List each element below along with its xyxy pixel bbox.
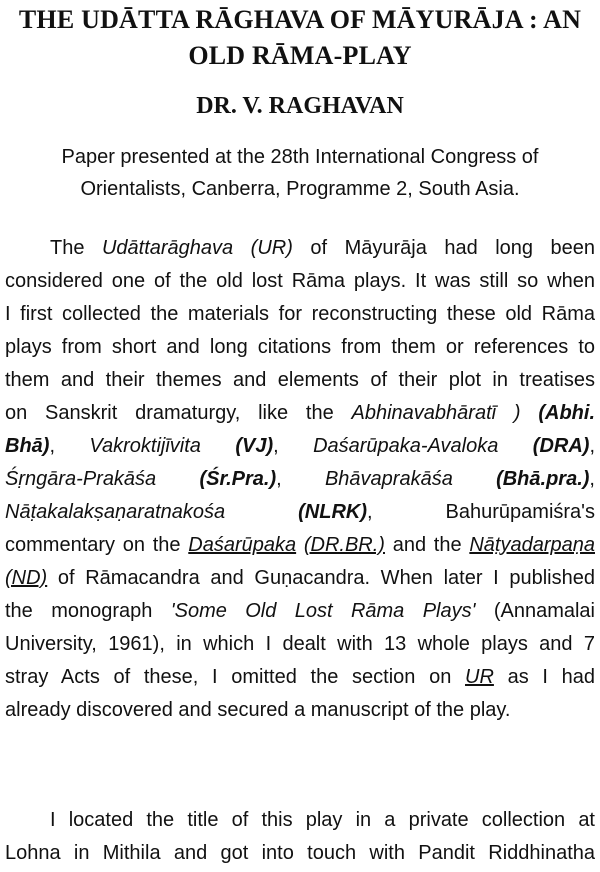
abbreviation: (DRA) (532, 435, 590, 457)
paper-title-line-1: THE UDĀTTA RĀGHAVA OF MĀYURĀJA : AN (18, 5, 582, 34)
abbreviation: (DR.BR.) (303, 534, 385, 556)
paragraph-1-line: (ND) of Rāmacandra and Guṇacandra. When later I published (5, 567, 595, 589)
author-name: DR. V. RAGHAVAN (196, 93, 404, 119)
paragraph-1-line: considered one of the old lost Rāma plays. It was still so when (5, 270, 595, 292)
paragraph-2-line: I located the title of this play in a private collection at (50, 809, 595, 831)
paper-title-line-2: OLD RĀMA-PLAY (188, 41, 412, 70)
paragraph-1-line: The Udāttarāghava (UR) of Māyurāja had long been (50, 237, 595, 259)
paragraph-1-line: the monograph 'Some Old Lost Rāma Plays' (Annamalai (5, 600, 595, 622)
abbreviation: (Bhā.pra.) (496, 468, 590, 490)
italic-text: Bhāvaprakāśa (324, 468, 453, 490)
italic-text: Udāttarāghava (UR) (101, 237, 293, 259)
italic-text: Śṛngāra-Prakāśa (5, 468, 157, 490)
presentation-note-line-2: Orientalists, Canberra, Programme 2, South Asia. (80, 178, 520, 200)
paragraph-1-line: already discovered and secured a manuscript of the play. (5, 699, 511, 721)
paragraph-1-line: Nāṭakalakṣaṇaratnakośa (NLRK), Bahurūpamiśra's (5, 501, 596, 523)
abbreviation: (NLRK) (298, 501, 368, 523)
abbreviation: UR (465, 666, 494, 688)
abbreviation: (Abhi. (538, 402, 595, 424)
paragraph-1-line: University, 1961), in which I dealt with 13 whole plays and 7 (5, 633, 595, 655)
italic-text: Daśarūpaka (188, 534, 297, 556)
italic-text: Daśarūpaka-Avaloka (313, 435, 499, 457)
paragraph-2-line: Lohna in Mithila and got into touch with Pandit Riddhinatha (5, 842, 595, 864)
italic-text: 'Some Old Lost Rāma Plays' (170, 600, 476, 622)
italic-text: Nāṭyadarpaṇa (469, 534, 595, 556)
paragraph-1-line: stray Acts of these, I omitted the section on UR as I had (5, 666, 596, 688)
abbreviation: Bhā) (5, 435, 50, 457)
italic-text: Abhinavabhāratī ) (351, 402, 539, 424)
abbreviation: (VJ) (235, 435, 274, 457)
paragraph-1-line: commentary on the Daśarūpaka (DR.BR.) and the Nāṭyadarpaṇa (5, 534, 595, 556)
abbreviation: (ND) (5, 567, 48, 589)
paragraph-1-line: on Sanskrit dramaturgy, like the Abhinavabhāratī ) (Abhi. (5, 402, 595, 424)
paragraph-1-line: them and their themes and elements of their plot in treatises (5, 369, 595, 391)
paragraph-1-line: Śṛngāra-Prakāśa (Śr.Pra.), Bhāvaprakāśa (Bhā.pra.), (5, 468, 595, 490)
paragraph-1-line: I first collected the materials for reconstructing these old Rāma (5, 303, 595, 325)
paragraph-1-line: plays from short and long citations from them or references to (5, 336, 595, 358)
italic-text: Nāṭakalakṣaṇaratnakośa (5, 501, 226, 523)
italic-text: Vakroktijīvita (89, 435, 201, 457)
abbreviation: (Śr.Pra.) (199, 468, 277, 490)
paragraph-1-line: Bhā), Vakroktijīvita (VJ), Daśarūpaka-Avaloka (DRA), (5, 435, 595, 457)
presentation-note-line-1: Paper presented at the 28th International Congress of (61, 146, 539, 168)
